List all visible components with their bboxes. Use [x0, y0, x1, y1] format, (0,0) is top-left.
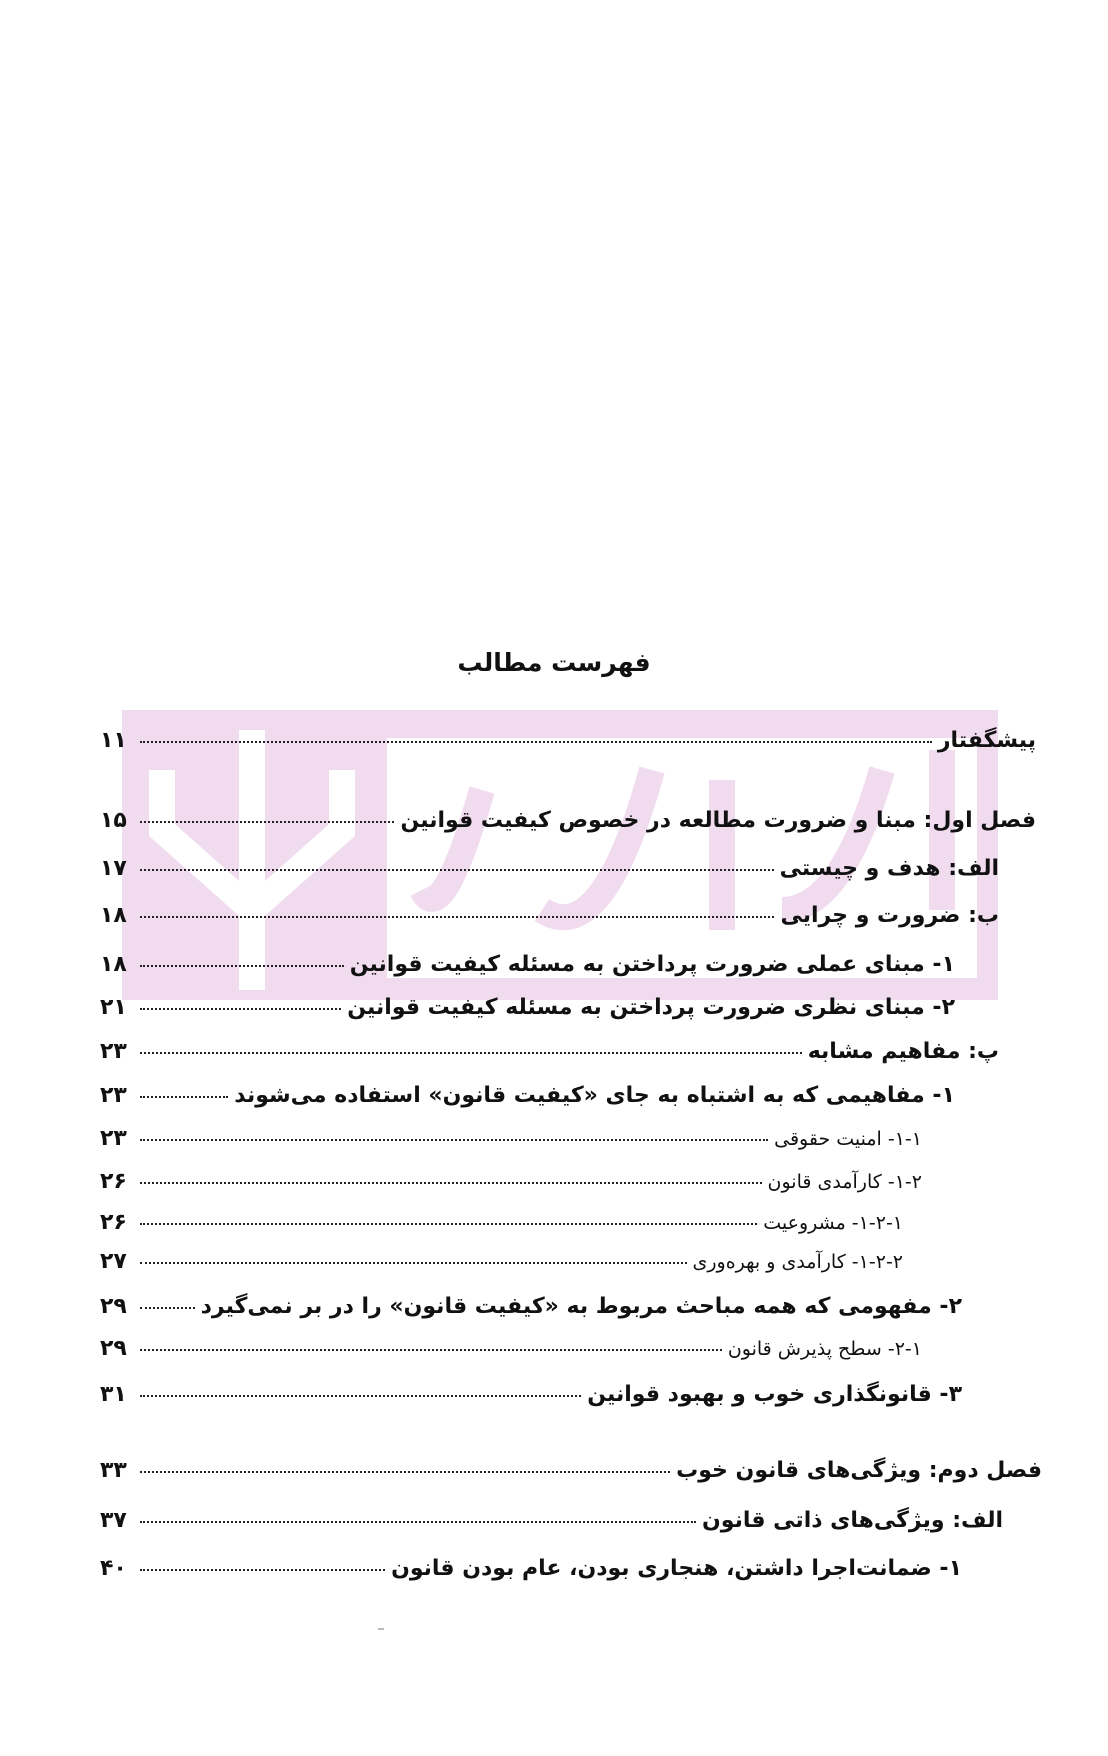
entry-page: ۱۵: [100, 808, 127, 833]
entry-title: ب: ضرورت و چرایی: [780, 903, 999, 928]
toc-entry[interactable]: [100, 995, 955, 1020]
toc-entry[interactable]: [100, 1382, 962, 1407]
entry-page: ۳۷: [100, 1508, 127, 1533]
toc-entry[interactable]: [100, 1249, 903, 1274]
dot-leader: [140, 1349, 722, 1351]
dot-leader: [140, 1008, 341, 1010]
toc-entry[interactable]: [100, 1556, 962, 1581]
entry-title: ۱-۱- امنیت حقوقی: [774, 1128, 922, 1150]
dot-leader: [140, 821, 394, 823]
entry-page: ۲۶: [100, 1210, 127, 1235]
scan-speck: [378, 1628, 384, 1630]
toc-entry[interactable]: [100, 952, 955, 977]
entry-page: ۲۹: [100, 1294, 127, 1319]
toc-entry[interactable]: [100, 1039, 999, 1064]
entry-page: ۲۷: [100, 1249, 127, 1274]
toc-entry[interactable]: [100, 1508, 1003, 1533]
dot-leader: [140, 1262, 687, 1264]
entry-title: ۲- مبنای نظری ضرورت پرداختن به مسئله کیفیت قوانین: [347, 995, 955, 1020]
entry-page: ۱۱: [100, 728, 127, 753]
entry-page: ۴۰: [100, 1556, 127, 1581]
dot-leader: [140, 1395, 581, 1397]
entry-title: پ: مفاهیم مشابه: [807, 1039, 999, 1064]
entry-title: ۱- ضمانت‌اجرا داشتن، هنجاری بودن، عام بودن قانون: [391, 1556, 962, 1581]
entry-page: ۱۷: [100, 856, 127, 881]
entry-page: ۳۳: [100, 1458, 127, 1483]
entry-page: ۱۸: [100, 952, 127, 977]
dot-leader: [140, 1182, 762, 1184]
dot-leader: [140, 1307, 195, 1309]
entry-title: ۱-۲-۲- کارآمدی و بهره‌وری: [692, 1251, 903, 1273]
entry-page: ۳۱: [100, 1382, 127, 1407]
entry-title: ۳- قانونگذاری خوب و بهبود قوانین: [587, 1382, 962, 1407]
entry-page: ۲۳: [100, 1083, 127, 1108]
toc-entry[interactable]: [100, 1336, 922, 1361]
entry-title: ۲-۱- سطح پذیرش قانون: [727, 1338, 922, 1360]
toc-entry[interactable]: [100, 1126, 922, 1151]
dot-leader: [140, 1139, 768, 1141]
toc-entry[interactable]: [100, 1458, 1042, 1483]
entry-page: ۲۳: [100, 1039, 127, 1064]
entry-page: ۲۶: [100, 1169, 127, 1194]
dot-leader: [140, 1569, 385, 1571]
toc-entry[interactable]: [100, 903, 999, 928]
entry-title: الف: ویژگی‌های ذاتی قانون: [702, 1508, 1003, 1533]
toc-heading: فهرست مطالب: [457, 648, 651, 677]
dot-leader: [140, 1471, 670, 1473]
dot-leader: [140, 1223, 757, 1225]
toc-entry[interactable]: [100, 856, 999, 881]
entry-title: فصل دوم: ویژگی‌های قانون خوب: [676, 1458, 1042, 1483]
entry-page: ۲۹: [100, 1336, 127, 1361]
dot-leader: [140, 1096, 228, 1098]
entry-title: الف: هدف و چیستی: [779, 856, 999, 881]
entry-title: ۱- مفاهیمی که به اشتباه به جای «کیفیت قانون» استفاده می‌شوند: [234, 1083, 955, 1108]
entry-page: ۱۸: [100, 903, 127, 928]
toc-entry[interactable]: [100, 1169, 922, 1194]
entry-title: ۱-۲- کارآمدی قانون: [767, 1171, 922, 1193]
dot-leader: [140, 869, 774, 871]
toc-entry[interactable]: [100, 1083, 955, 1108]
entry-page: ۲۳: [100, 1126, 127, 1151]
entry-title: ۱-۲-۱- مشروعیت: [763, 1212, 903, 1234]
entry-title: پیشگفتار: [937, 728, 1036, 753]
toc-entry[interactable]: [100, 728, 1036, 753]
dot-leader: [140, 965, 344, 967]
entry-title: ۲- مفهومی که همه مباحث مربوط به «کیفیت قانون» را در بر نمی‌گیرد: [200, 1294, 962, 1319]
entry-page: ۲۱: [100, 995, 127, 1020]
dot-leader: [140, 916, 774, 918]
toc-entry[interactable]: [100, 808, 1036, 833]
toc-entry[interactable]: [100, 1210, 903, 1235]
dot-leader: [140, 1052, 802, 1054]
dot-leader: [140, 1521, 696, 1523]
dot-leader: [140, 741, 932, 743]
entry-title: فصل اول: مبنا و ضرورت مطالعه در خصوص کیفیت قوانین: [400, 808, 1036, 833]
entry-title: ۱- مبنای عملی ضرورت پرداختن به مسئله کیفیت قوانین: [349, 952, 955, 977]
toc-entry[interactable]: [100, 1294, 962, 1319]
